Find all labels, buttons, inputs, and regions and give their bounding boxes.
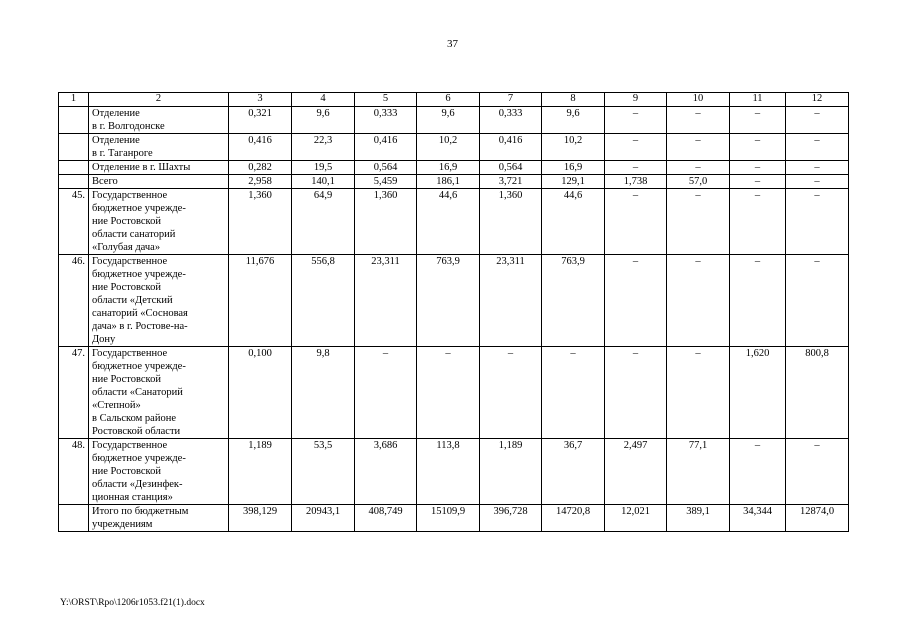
institution-name-line: Итого по бюджетным [92, 506, 189, 517]
value-cell: – [786, 134, 849, 161]
institution-name-line: Государственное [92, 440, 168, 451]
value-cell: 140,1 [292, 175, 355, 189]
value-cell: 22,3 [292, 134, 355, 161]
column-header: 5 [355, 93, 417, 107]
value-cell: – [605, 255, 667, 347]
institution-name-line: бюджетное учрежде- [92, 269, 186, 280]
value-cell: 408,749 [355, 505, 417, 532]
value-cell: 19,5 [292, 161, 355, 175]
row-number [59, 175, 89, 189]
value-cell: 1,360 [480, 189, 542, 255]
institution-name-line: Отделение в г. Шахты [92, 162, 191, 173]
value-cell: – [730, 161, 786, 175]
value-cell: 9,8 [292, 347, 355, 439]
table-row [59, 347, 849, 439]
value-cell: 1,189 [480, 439, 542, 505]
column-header: 10 [667, 93, 730, 107]
value-cell: 5,459 [355, 175, 417, 189]
value-cell: 113,8 [417, 439, 480, 505]
institution-name-line: области «Санаторий [92, 387, 183, 398]
column-header: 8 [542, 93, 605, 107]
institution-name-line: бюджетное учрежде- [92, 361, 186, 372]
column-header: 3 [229, 93, 292, 107]
value-cell: 0,282 [229, 161, 292, 175]
institution-name-line: ние Ростовской [92, 282, 161, 293]
institution-name [89, 134, 229, 161]
value-cell: 0,321 [229, 107, 292, 134]
table-row [59, 439, 849, 505]
value-cell: 800,8 [786, 347, 849, 439]
column-header: 9 [605, 93, 667, 107]
institution-name-line: Отделение [92, 135, 140, 146]
institution-name-line: дача» в г. Ростове-на- [92, 321, 188, 332]
value-cell: 3,686 [355, 439, 417, 505]
table-row [59, 189, 849, 255]
value-cell: – [786, 175, 849, 189]
value-cell: 3,721 [480, 175, 542, 189]
institution-name-line: Государственное [92, 256, 168, 267]
value-cell: 1,360 [355, 189, 417, 255]
institution-name-line: Отделение [92, 108, 140, 119]
value-cell: – [786, 439, 849, 505]
value-cell: 9,6 [542, 107, 605, 134]
institution-name-line: области «Детский [92, 295, 173, 306]
institution-name-line: санаторий «Сосновая [92, 308, 188, 319]
institution-name [89, 175, 229, 189]
institution-name-line: «Голубая дача» [92, 242, 161, 253]
row-number [59, 107, 89, 134]
value-cell: 129,1 [542, 175, 605, 189]
value-cell: – [786, 161, 849, 175]
institution-name-line: ние Ростовской [92, 216, 161, 227]
table-row [59, 161, 849, 175]
row-number: 48. [59, 439, 89, 505]
value-cell: 12,021 [605, 505, 667, 532]
institution-name-line: ние Ростовской [92, 374, 161, 385]
table-row [59, 175, 849, 189]
institution-name-line: в Сальском районе [92, 413, 176, 424]
value-cell: 396,728 [480, 505, 542, 532]
value-cell: 11,676 [229, 255, 292, 347]
table-row [59, 505, 849, 532]
value-cell: 763,9 [542, 255, 605, 347]
value-cell: 0,333 [355, 107, 417, 134]
institution-name-line: Государственное [92, 348, 168, 359]
institution-name [89, 255, 229, 347]
value-cell: 0,564 [355, 161, 417, 175]
row-number [59, 505, 89, 532]
row-number: 47. [59, 347, 89, 439]
institution-name [89, 161, 229, 175]
value-cell: 10,2 [542, 134, 605, 161]
column-header: 4 [292, 93, 355, 107]
value-cell: 44,6 [417, 189, 480, 255]
table-header-row [59, 93, 849, 107]
value-cell: 44,6 [542, 189, 605, 255]
table-body [59, 93, 849, 532]
institution-name-line: области санаторий [92, 229, 176, 240]
value-cell: – [480, 347, 542, 439]
institution-name [89, 107, 229, 134]
institution-name [89, 347, 229, 439]
value-cell: 0,416 [355, 134, 417, 161]
value-cell: 16,9 [542, 161, 605, 175]
row-number: 46. [59, 255, 89, 347]
value-cell: 763,9 [417, 255, 480, 347]
table-row [59, 134, 849, 161]
value-cell: 556,8 [292, 255, 355, 347]
value-cell: – [605, 134, 667, 161]
institution-name-line: в г. Волгодонске [92, 121, 165, 132]
value-cell: 34,344 [730, 505, 786, 532]
value-cell: 1,189 [229, 439, 292, 505]
value-cell: – [605, 189, 667, 255]
value-cell: – [667, 347, 730, 439]
institution-name [89, 439, 229, 505]
value-cell: 57,0 [667, 175, 730, 189]
value-cell: 15109,9 [417, 505, 480, 532]
value-cell: 9,6 [417, 107, 480, 134]
value-cell: 16,9 [417, 161, 480, 175]
value-cell: 0,564 [480, 161, 542, 175]
value-cell: – [667, 161, 730, 175]
table-row [59, 255, 849, 347]
value-cell: 389,1 [667, 505, 730, 532]
value-cell: – [605, 161, 667, 175]
value-cell: – [730, 439, 786, 505]
value-cell: – [730, 255, 786, 347]
value-cell: – [730, 175, 786, 189]
value-cell: 2,497 [605, 439, 667, 505]
column-header: 1 [59, 93, 89, 107]
column-header: 6 [417, 93, 480, 107]
value-cell: 0,100 [229, 347, 292, 439]
value-cell: – [417, 347, 480, 439]
table-row [59, 107, 849, 134]
value-cell: 64,9 [292, 189, 355, 255]
institution-name-line: Государственное [92, 190, 168, 201]
institution-name-line: Всего [92, 176, 118, 187]
value-cell: 1,620 [730, 347, 786, 439]
value-cell: 2,958 [229, 175, 292, 189]
value-cell: 23,311 [480, 255, 542, 347]
institution-name-line: ционная станция» [92, 492, 173, 503]
institution-name [89, 189, 229, 255]
file-path-footer: Y:\ORST\Rpo\1206r1053.f21(1).docx [60, 598, 205, 608]
value-cell: 0,416 [480, 134, 542, 161]
institution-name-line: ние Ростовской [92, 466, 161, 477]
institution-name-line: Ростовской области [92, 426, 181, 437]
value-cell: – [605, 347, 667, 439]
value-cell: – [730, 189, 786, 255]
value-cell: 20943,1 [292, 505, 355, 532]
value-cell: – [605, 107, 667, 134]
column-header: 7 [480, 93, 542, 107]
institution-name-line: бюджетное учрежде- [92, 453, 186, 464]
row-number: 45. [59, 189, 89, 255]
value-cell: 53,5 [292, 439, 355, 505]
row-number [59, 134, 89, 161]
value-cell: 77,1 [667, 439, 730, 505]
value-cell: – [667, 189, 730, 255]
value-cell: 36,7 [542, 439, 605, 505]
value-cell: 1,738 [605, 175, 667, 189]
value-cell: 14720,8 [542, 505, 605, 532]
institution-name-line: «Степной» [92, 400, 141, 411]
value-cell: – [786, 189, 849, 255]
value-cell: – [786, 107, 849, 134]
value-cell: 398,129 [229, 505, 292, 532]
institution-name [89, 505, 229, 532]
value-cell: – [667, 134, 730, 161]
value-cell: – [667, 255, 730, 347]
institution-name-line: Дону [92, 334, 116, 345]
row-number [59, 161, 89, 175]
value-cell: – [730, 134, 786, 161]
value-cell: – [667, 107, 730, 134]
value-cell: 23,311 [355, 255, 417, 347]
value-cell: – [542, 347, 605, 439]
institution-name-line: области «Дезинфек- [92, 479, 183, 490]
institution-name-line: в г. Таганроге [92, 148, 153, 159]
column-header: 11 [730, 93, 786, 107]
data-table [58, 92, 849, 532]
institution-name-line: учреждениям [92, 519, 153, 530]
institution-name-line: бюджетное учрежде- [92, 203, 186, 214]
value-cell: 12874,0 [786, 505, 849, 532]
value-cell: 0,416 [229, 134, 292, 161]
value-cell: – [355, 347, 417, 439]
page-number: 37 [447, 38, 458, 50]
value-cell: 9,6 [292, 107, 355, 134]
value-cell: – [786, 255, 849, 347]
value-cell: 0,333 [480, 107, 542, 134]
column-header: 12 [786, 93, 849, 107]
value-cell: 186,1 [417, 175, 480, 189]
value-cell: 1,360 [229, 189, 292, 255]
column-header: 2 [89, 93, 229, 107]
value-cell: – [730, 107, 786, 134]
value-cell: 10,2 [417, 134, 480, 161]
